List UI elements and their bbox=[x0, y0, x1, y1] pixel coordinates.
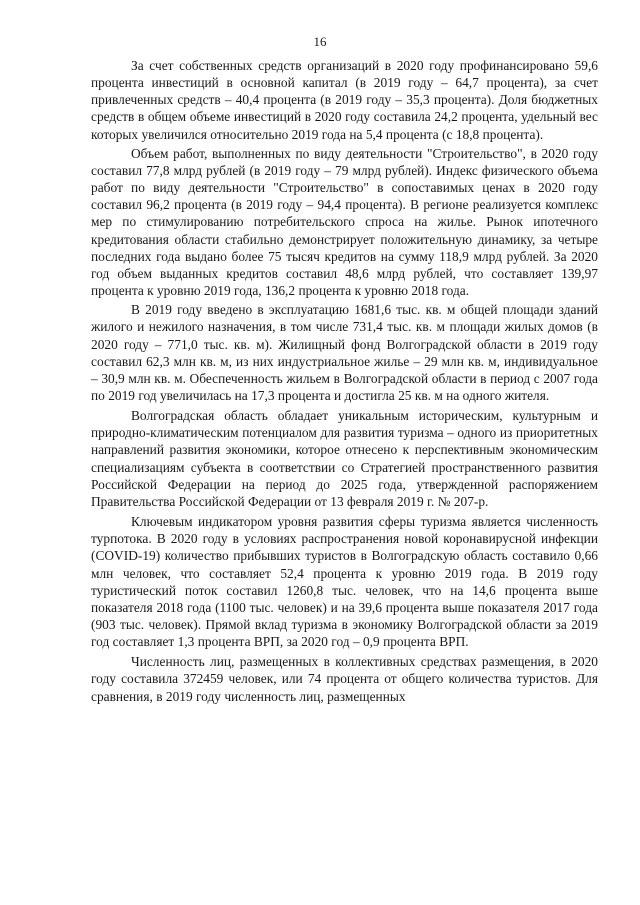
paragraph-construction: Объем работ, выполненных по виду деятельности "Строительство", в 2020 году составил 77,8 млрд рублей (в 2019 году – 79 млрд рублей). Индекс физического объема работ по виду деятельности "Строительство" в сопоставимых ценах в 2020 году составил 96,2 процента (в 2019 году – 94,4 процента). В регионе реализуется комплекс мер по стимулированию потребительского спроса на жилье. Рынок ипотечного кредитования области стабильно демонстрирует положительную динамику, за четыре последних года выдано более 75 тысяч кредитов на сумму 118,9 млрд рублей. За 2020 год объем выданных кредитов составил 48,6 млрд рублей, что составляет 139,97 процента к уровню 2019 года, 136,2 процента к уровню 2018 года. bbox=[91, 145, 598, 299]
paragraph-accommodation: Численность лиц, размещенных в коллективных средствах размещения, в 2020 году составила 372459 человек, или 74 процента от общего количества туристов. Для сравнения, в 2019 году численность лиц, размещенных bbox=[91, 654, 598, 704]
paragraph-investment-sources: За счет собственных средств организаций в 2020 году профинансировано 59,6 процента инвестиций в основной капитал (в 2019 году – 64,7 процента), за счет привлеченных средств – 40,4 процента (в 2019 году – 35,3 процента). Доля бюджетных средств в общем объеме инвестиций в 2020 году составила 24,2 процента, удельный вес которых увеличился относительно 2019 года на 5,4 процента (с 18,8 процента). bbox=[91, 58, 598, 142]
page-number: 16 bbox=[313, 34, 327, 49]
paragraph-housing: В 2019 году введено в эксплуатацию 1681,6 тыс. кв. м общей площади зданий жилого и нежилого назначения, в том числе 731,4 тыс. кв. м площади жилых домов (в 2020 году – 771,0 тыс. кв. м). Жилищный фонд Волгоградской области в 2019 году составил 62,3 млн кв. м, из них индустриальное жилье – 29 млн кв. м, индивидуальное – 30,9 млн кв. м. Обеспеченность жильем в Волгоградской области в период с 2007 года по 2019 год увеличилась на 17,3 процента и достигла 25 кв. м на одного жителя. bbox=[91, 302, 598, 403]
paragraph-tourist-flow: Ключевым индикатором уровня развития сферы туризма является численность турпотока. В 2020 году в условиях распространения новой коронавирусной инфекции (COVID-19) количество прибывших туристов в Волгоградскую область составило 0,66 млн человек, что составляет 52,4 процента к уровню 2019 года. В 2019 году туристический поток составил 1260,8 тыс. человек, что на 14,6 процента выше показателя 2018 года (1100 тыс. человек) и на 39,6 процента выше показателя 2017 года (903 тыс. человек). Прямой вклад туризма в экономику Волгоградской области за 2019 год составляет 1,3 процента ВРП, за 2020 год – 0,9 процента ВРП. bbox=[91, 514, 598, 650]
document-body bbox=[91, 57, 598, 705]
paragraph-tourism-potential: Волгоградская область обладает уникальным историческим, культурным и природно-климатическим потенциалом для развития туризма – одного из приоритетных направлений развития экономики, которое отнесено к перспективным экономическим специализациям субъекта в соответствии со Стратегией пространственного развития Российской Федерации на период до 2025 года, утвержденной распоряжением Правительства Российской Федерации от 13 февраля 2019 г. № 207-р. bbox=[91, 408, 598, 509]
